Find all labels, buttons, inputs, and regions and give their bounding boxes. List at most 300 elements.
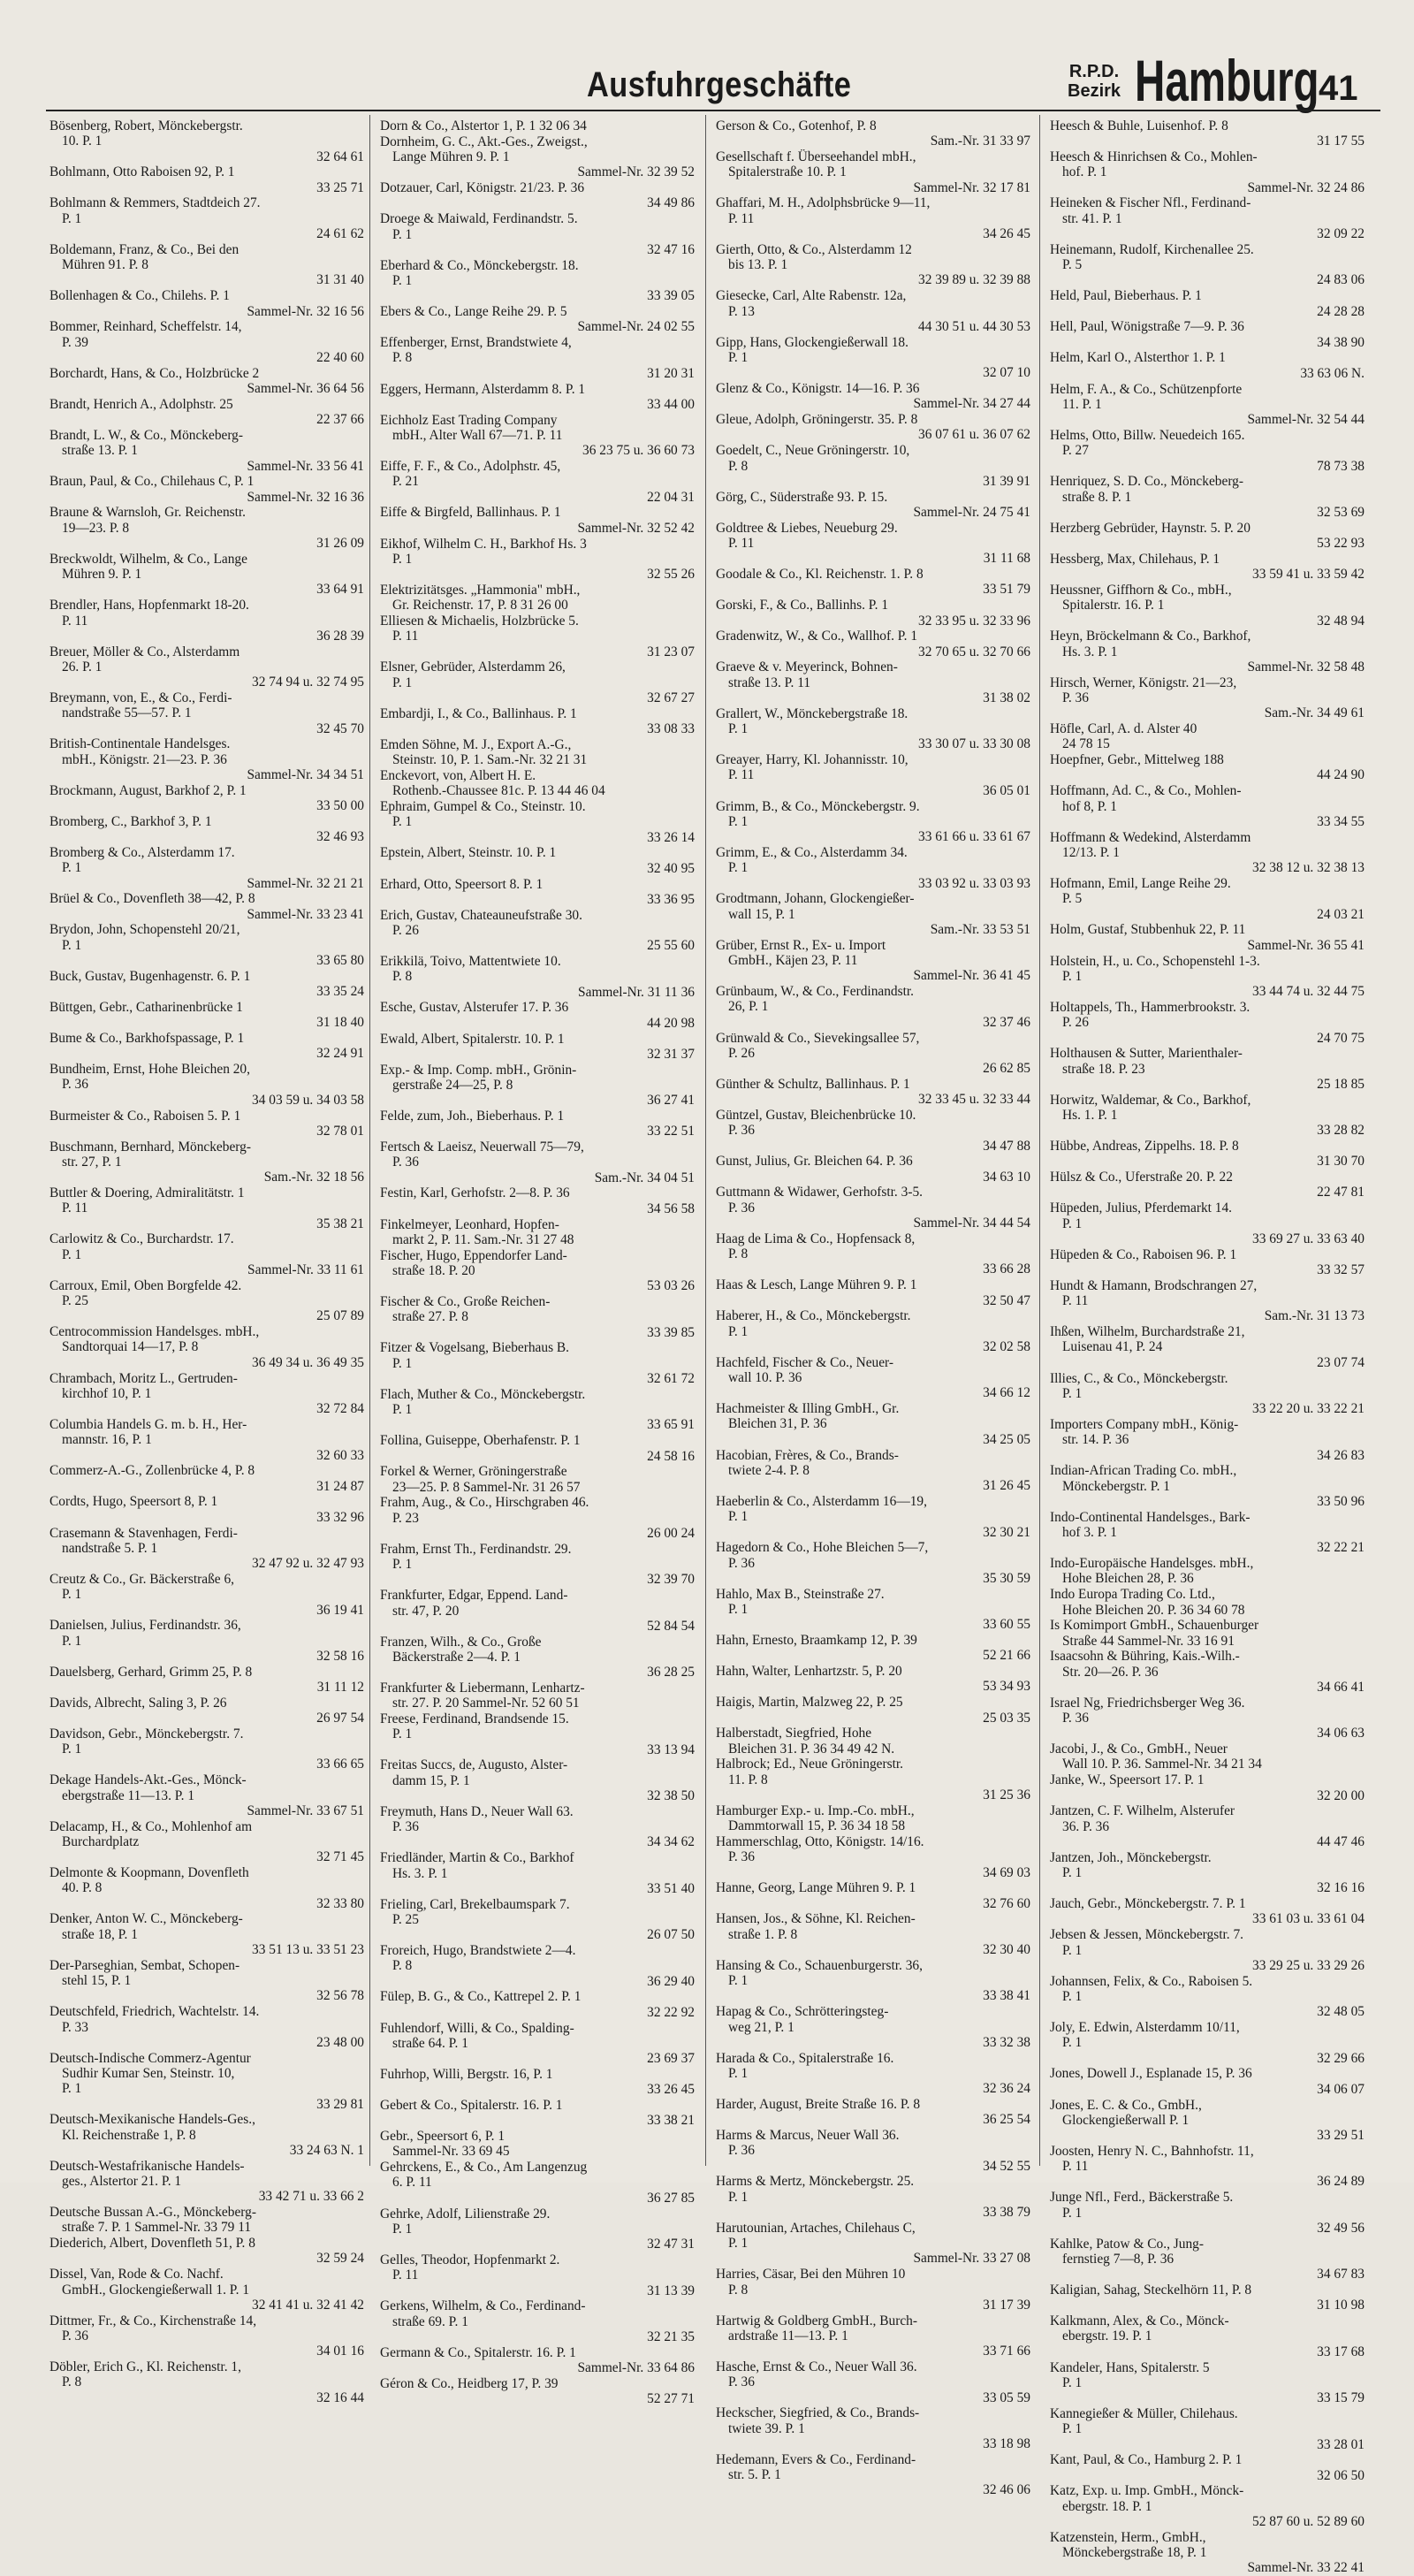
entry-text: Steinstr. 10, P. 1. Sam.-Nr. 32 21 31 [392,752,588,768]
phone-number: 31 39 91 [983,473,1030,489]
entry-text: Fischer, Hugo, Eppendorfer Land- [380,1247,567,1263]
phone-number: 32 16 16 [1317,1880,1365,1896]
listing-entry [380,1248,698,1294]
phone-number: 32 55 26 [647,567,695,583]
listing-entry [49,1185,368,1231]
entry-text: Dotzauer, Carl, Königstr. 21/23. P. 36 [380,180,585,196]
phone-number: Sammel-Nr. 33 27 08 [913,2251,1030,2267]
entry-text: P. 1 [1062,1216,1083,1231]
listing-entry [380,382,698,413]
phone-number: 31 23 07 [647,644,695,659]
entry-text: Davids, Albrecht, Saling 3, P. 26 [49,1695,227,1711]
entry-text: P. 23 [392,1510,419,1526]
phone-number: 23 07 74 [1317,1354,1365,1370]
phone-number: 32 47 16 [647,241,695,257]
entry-text: Brockmann, August, Barkhof 2, P. 1 [49,782,247,798]
listing-entry [716,118,1034,149]
phone-number: 32 48 05 [1317,2004,1365,2020]
entry-text: Hasche, Ernst & Co., Neuer Wall 36. [716,2359,917,2375]
phone-number: 34 66 12 [983,1385,1030,1401]
phone-number: 32 22 21 [1317,1540,1365,1556]
listing-entry [380,1495,698,1541]
entry-text: Brydon, John, Schopenstehl 20/21, [49,922,240,938]
entry-text: Hansing & Co., Schauenburgerstr. 36, [716,1957,923,1973]
phone-number: Sam.-Nr. 31 13 73 [1264,1308,1365,1324]
listing-entry [716,2174,1034,2220]
entry-text: Goldtree & Liebes, Neueburg 29. [716,520,898,536]
entry-text: P. 8 [728,2282,749,2298]
entry-text: 23—25. P. 8 Sammel-Nr. 31 26 57 [392,1479,581,1495]
listing-entry [49,690,368,736]
phone-number: 31 18 40 [316,1015,364,1031]
entry-text: Henriquez, S. D. Co., Mönckeberg- [1050,474,1243,490]
listing-entry [380,1000,698,1031]
listing-entry [380,1109,698,1139]
entry-text: ges., Alstertor 21. P. 1 [62,2173,182,2189]
entry-text: Joosten, Henry N. C., Bahnhofstr. 11, [1050,2143,1254,2159]
listing-entry [716,381,1034,412]
listing-entry [49,644,368,690]
phone-number: 32 45 70 [316,720,364,736]
listing-entry [49,1865,368,1911]
listing-entry [380,583,698,614]
phone-number: 33 61 66 u. 33 61 67 [918,829,1030,845]
phone-number: 33 51 13 u. 33 51 23 [252,1942,364,1958]
phone-number: 33 26 14 [647,829,695,845]
entry-text: P. 1 [728,860,749,876]
listing-entry [1050,830,1368,876]
listing-entry [716,1185,1034,1231]
listing-entry [49,814,368,845]
district-label-line1: R.P.D. [1068,62,1120,81]
phone-number: 32 33 95 u. 32 33 96 [918,613,1030,629]
phone-number: Sammel-Nr. 31 11 36 [578,984,695,1000]
phone-number: 32 47 92 u. 32 47 93 [252,1556,364,1572]
phone-number: Sam.-Nr. 31 33 97 [930,133,1030,149]
entry-text: Chrambach, Moritz L., Gertruden- [49,1370,238,1386]
entry-text: Hapag & Co., Schrötteringsteg- [716,2004,889,2020]
entry-text: Friedländer, Martin & Co., Barkhof [380,1850,574,1866]
entry-text: Frankfurter & Liebermann, Lenhartz- [380,1680,585,1696]
entry-text: Helms, Otto, Billw. Neuedeich 165. [1050,427,1245,443]
phone-number: Sammel-Nr. 32 17 81 [913,179,1030,195]
phone-number: Sammel-Nr. 32 58 48 [1247,659,1365,674]
entry-text: str. 14. P. 36 [1062,1432,1129,1448]
listing-entry [380,1680,698,1711]
entry-text: P. 1 [1062,968,1083,984]
listing-entry [380,211,698,257]
entry-text: Spitalerstraße 10. P. 1 [728,164,847,180]
phone-number: 34 03 59 u. 34 03 58 [252,1092,364,1108]
phone-number: 32 67 27 [647,690,695,705]
entry-text: Dammtorwall 15, P. 36 34 18 58 [728,1818,906,1834]
listing-entry [49,2205,368,2236]
phone-number: Sam.-Nr. 34 04 51 [594,1170,695,1185]
phone-number: 33 39 05 [647,288,695,304]
listing-entry [716,1277,1034,1308]
listing-entry [716,2097,1034,2128]
entry-text: Höfle, Carl, A. d. Alster 40 [1050,721,1197,737]
entry-text: P. 36 [728,2374,755,2390]
phone-number: 53 03 26 [647,1278,695,1294]
entry-text: stehl 15, P. 1 [62,1973,132,1989]
listing-entry [380,2021,698,2067]
entry-text: P. 1 [728,2236,749,2252]
entry-text: Erich, Gustav, Chateauneufstraße 30. [380,907,582,923]
entry-text: Halberstadt, Siegfried, Hohe [716,1726,872,1741]
listing-entry [1050,2483,1368,2529]
listing-entry [380,768,698,799]
phone-number: 33 22 20 u. 33 22 21 [1252,1401,1365,1417]
listing-entry [49,2159,368,2205]
entry-text: Hamburger Exp.- u. Imp.-Co. mbH., [716,1802,915,1818]
listing-column-1 [49,118,368,2405]
listing-entry [49,474,368,505]
entry-text: Ewald, Albert, Spitalerstr. 10. P. 1 [380,1031,565,1047]
phone-number: 31 10 98 [1317,2298,1365,2313]
entry-text: Hofmann, Emil, Lange Reihe 29. [1050,876,1231,892]
entry-text: Grüber, Ernst R., Ex- u. Import [716,937,886,953]
entry-text: P. 25 [392,1911,419,1927]
listing-entry [716,443,1034,489]
listing-entry [380,2129,698,2160]
entry-text: Bohlmann, Otto Raboisen 92, P. 1 [49,164,235,180]
entry-text: wall 15, P. 1 [728,906,795,922]
entry-text: Junge Nfl., Ferd., Bäckerstraße 5. [1050,2190,1234,2206]
entry-text: Ephraim, Gumpel & Co., Steinstr. 10. [380,799,586,815]
listing-entry [49,598,368,644]
listing-entry [380,2067,698,2098]
phone-number: 31 31 40 [316,272,364,288]
phone-number: 33 22 51 [647,1124,695,1139]
phone-number: Sammel-Nr. 34 27 44 [913,396,1030,412]
listing-entry [1050,2066,1368,2097]
entry-text: Hammerschlag, Otto, Königstr. 14/16. [716,1833,924,1849]
entry-text: str. 41. P. 1 [1062,210,1122,226]
phone-number: 22 47 81 [1317,1185,1365,1200]
entry-text: P. 1 [728,2065,749,2081]
entry-text: Commerz-A.-G., Zollenbrücke 4, P. 8 [49,1463,255,1479]
entry-text: Hirsch, Werner, Königstr. 21—23, [1050,674,1237,690]
phone-number: 32 41 41 u. 32 41 42 [252,2297,364,2313]
phone-number: Sammel-Nr. 32 21 21 [247,875,364,891]
entry-text: Holm, Gustaf, Stubbenhuk 22, P. 11 [1050,922,1246,938]
phone-number: 32 76 60 [983,1895,1030,1911]
listing-entry [716,2313,1034,2359]
phone-number: 33 66 65 [316,1757,364,1772]
phone-number: 32 74 94 u. 32 74 95 [252,674,364,690]
phone-number: 36 28 39 [316,628,364,644]
entry-text: Hoepfner, Gebr., Mittelweg 188 [1050,752,1224,768]
entry-text: Gleue, Adolph, Gröningerstr. 35. P. 8 [716,412,918,428]
entry-text: straße 8. P. 1 [1062,489,1132,505]
listing-entry [716,567,1034,598]
entry-text: Herzberg Gebrüder, Haynstr. 5. P. 20 [1050,520,1251,536]
entry-text: Gehrckens, E., & Co., Am Langenzug [380,2160,588,2176]
entry-text: Hundt & Hamann, Brodschrangen 27, [1050,1277,1258,1293]
listing-entry [49,2236,368,2267]
listing-entry [716,1154,1034,1185]
entry-text: Gorski, F., & Co., Ballinhs. P. 1 [716,598,889,614]
listing-entry [716,1834,1034,1880]
entry-text: Harms & Mertz, Mönckebergstr. 25. [716,2174,915,2190]
listing-entry [380,459,698,505]
listing-entry [716,2405,1034,2451]
entry-text: Heinemann, Rudolf, Kirchenallee 25. [1050,241,1254,257]
entry-text: Hessberg, Max, Chilehaus, P. 1 [1050,551,1220,567]
listing-entry [716,1401,1034,1447]
listing-entry [49,552,368,598]
listing-column-2 [380,118,698,2407]
entry-text: P. 1 [392,226,413,242]
phone-number: 32 33 45 u. 32 33 44 [918,1092,1030,1108]
phone-number: 33 03 92 u. 33 03 93 [918,875,1030,891]
entry-text: straße 18, P. 1 [62,1926,138,1942]
entry-text: str. 5. P. 1 [728,2467,781,2483]
entry-text: P. 39 [62,334,88,350]
phone-number: 23 69 37 [647,2051,695,2067]
entry-text: Hahn, Walter, Lenhartzstr. 5, P. 20 [716,1664,902,1680]
entry-text: Gehrke, Adolf, Lilienstraße 29. [380,2206,551,2222]
phone-number: 36 29 40 [647,1973,695,1989]
listing-entry [716,2267,1034,2313]
listing-entry [1050,1803,1368,1849]
listing-entry [716,938,1034,984]
entry-text: Heesch & Hinrichsen & Co., Mohlen- [1050,149,1258,165]
entry-text: Fischer & Co., Große Reichen- [380,1294,551,1310]
phone-number: 32 49 56 [1317,2220,1365,2236]
listing-entry [49,1958,368,2004]
phone-number: 32 20 00 [1317,1787,1365,1803]
phone-number: 32 36 24 [983,2081,1030,2097]
entry-text: Dorn & Co., Alstertor 1, P. 1 32 06 34 [380,118,587,133]
listing-entry [1050,1278,1368,1324]
listing-entry [49,505,368,551]
listing-entry [716,659,1034,705]
entry-text: Graeve & v. Meyerinck, Bohnen- [716,659,898,675]
entry-text: P. 1 [62,210,82,226]
entry-text: P. 26 [1062,1015,1089,1031]
entry-text: Grodtmann, Johann, Glockengießer- [716,891,915,907]
listing-entry [380,1294,698,1340]
entry-text: Hedemann, Evers & Co., Ferdinand- [716,2451,916,2467]
listing-entry [380,2252,698,2298]
listing-entry [716,2004,1034,2050]
phone-number: 32 71 45 [316,1849,364,1865]
phone-number: 34 56 58 [647,1200,695,1216]
entry-text: fernstieg 7—8, P. 36 [1062,2251,1175,2267]
entry-text: P. 36 [62,1077,88,1093]
entry-text: Embardji, I., & Co., Ballinhaus. P. 1 [380,705,577,721]
entry-text: Eggers, Hermann, Alsterdamm 8. P. 1 [380,381,586,397]
listing-entry [1050,149,1368,195]
listing-entry [716,288,1034,334]
city-name: Hamburg [1135,48,1319,113]
listing-entry [380,1804,698,1850]
listing-entry [1050,1247,1368,1278]
entry-text: ardstraße 11—13. P. 1 [728,2328,848,2344]
entry-text: P. 1 [728,721,749,737]
entry-text: Freitas Succs, de, Augusto, Alster- [380,1757,568,1773]
phone-number: 26 62 85 [983,1061,1030,1077]
listing-entry [380,505,698,536]
listing-entry [49,1665,368,1696]
entry-text: Buschmann, Bernhard, Mönckeberg- [49,1139,251,1155]
entry-text: Brendler, Hans, Hopfenmarkt 18-20. [49,598,249,614]
listing-entry [1050,1046,1368,1092]
entry-text: Harms & Marcus, Neuer Wall 36. [716,2128,900,2144]
phone-number: 33 17 68 [1317,2344,1365,2359]
entry-text: P. 1 [728,2189,749,2205]
entry-text: Hartwig & Goldberg GmbH., Burch- [716,2313,917,2328]
phone-number: 33 60 55 [983,1617,1030,1633]
entry-text: Bundheim, Ernst, Hohe Bleichen 20, [49,1062,250,1078]
phone-number: 26 00 24 [647,1526,695,1542]
entry-text: str. 27, P. 1 [62,1154,122,1170]
listing-entry [1050,1772,1368,1803]
phone-number: 32 58 16 [316,1648,364,1664]
listing-entry [1050,2313,1368,2359]
entry-text: Hohe Bleichen 20. P. 36 34 60 78 [1062,1602,1245,1618]
listing-entry [380,1635,698,1680]
entry-text: Dornheim, G. C., Akt.-Ges., Zweigst., [380,133,588,149]
phone-number: 32 02 58 [983,1338,1030,1354]
phone-number: 25 03 35 [983,1710,1030,1726]
entry-text: Sandtorquai 14—17, P. 8 [62,1339,199,1355]
entry-text: P. 1 [62,1587,82,1603]
entry-text: P. 1 [728,813,749,829]
phone-number: 31 20 31 [647,365,695,381]
entry-text: Heussner, Giffhorn & Co., mbH., [1050,582,1232,598]
entry-text: Görg, C., Süderstraße 93. P. 15. [716,489,888,505]
phone-number: 34 67 83 [1317,2267,1365,2283]
listing-entry [716,629,1034,659]
listing-entry [380,908,698,954]
listing-entry [380,954,698,1000]
entry-text: Luisenau 41, P. 24 [1062,1339,1163,1355]
entry-text: wall 10. P. 36 [728,1370,802,1386]
entry-text: P. 36 [728,1849,755,1865]
entry-text: Rothenb.-Chaussee 81c. P. 13 44 46 04 [392,783,605,799]
phone-number: 32 47 31 [647,2237,695,2252]
listing-entry [49,2112,368,2158]
phone-number: Sammel-Nr. 34 34 51 [247,766,364,782]
listing-column-3 [716,118,1034,2498]
phone-number: 33 50 00 [316,798,364,814]
entry-text: Haeberlin & Co., Alsterdamm 16—19, [716,1493,927,1509]
phone-number: 32 70 65 u. 32 70 66 [918,644,1030,659]
listing-entry [716,1308,1034,1354]
listing-entry [1050,118,1368,149]
phone-number: 33 71 66 [983,2344,1030,2359]
entry-text: Indian-African Trading Co. mbH., [1050,1463,1237,1479]
entry-text: P. 1 [62,2081,82,2097]
entry-text: Bäckerstraße 2—4. P. 1 [392,1649,521,1665]
phone-number: Sammel-Nr. 33 23 41 [247,906,364,922]
phone-number: 32 50 47 [983,1292,1030,1308]
entry-text: Bromberg, C., Barkhof 3, P. 1 [49,813,212,829]
entry-text: P. 11 [1062,1293,1089,1309]
entry-text: mannstr. 16, P. 1 [62,1432,152,1448]
listing-entry [49,1772,368,1818]
entry-text: Heineken & Fischer Nfl., Ferdinand- [1050,195,1251,211]
entry-text: Ihßen, Wilhelm, Burchardstraße 21, [1050,1324,1245,1340]
entry-text: Importers Company mbH., König- [1050,1416,1239,1432]
phone-number: 34 26 83 [1317,1447,1365,1463]
entry-text: Grimm, E., & Co., Alsterdamm 34. [716,844,908,860]
listing-entry [380,2298,698,2344]
listing-entry [716,1911,1034,1957]
phone-number: Sammel-Nr. 36 64 56 [247,381,364,397]
listing-entry [49,1031,368,1062]
listing-entry [380,1063,698,1109]
listing-entry [716,2359,1034,2405]
entry-text: Held, Paul, Bieberhaus. P. 1 [1050,288,1202,304]
entry-text: str. 47, P. 20 [392,1603,460,1619]
phone-number: 33 15 79 [1317,2390,1365,2406]
listing-entry [49,428,368,474]
entry-text: P. 13 [728,303,755,319]
entry-text: Israel Ng, Friedrichsberger Weg 36. [1050,1695,1245,1711]
phone-number: 32 38 12 u. 32 38 13 [1252,860,1365,876]
listing-entry [380,614,698,659]
listing-entry [380,304,698,335]
entry-text: Dekage Handels-Akt.-Ges., Mönck- [49,1772,247,1788]
column-divider [1039,115,1040,2166]
entry-text: Greayer, Harry, Kl. Johannisstr. 10, [716,752,908,768]
listing-entry [716,1355,1034,1401]
phone-number: Sammel-Nr. 32 39 52 [577,164,695,180]
listing-entry [49,1726,368,1772]
entry-text: P. 11 [728,210,755,226]
entry-text: Güntzel, Gustav, Bleichenbrücke 10. [716,1108,916,1123]
entry-text: P. 1 [1062,1865,1083,1881]
entry-text: Jones, E. C. & Co., GmbH., [1050,2097,1202,2113]
listing-entry [380,737,698,768]
entry-text: Fuhrhop, Willi, Bergstr. 16, P. 1 [380,2066,553,2082]
phone-number: 33 64 91 [316,582,364,598]
listing-entry [1050,2360,1368,2406]
phone-number: 32 06 50 [1317,2467,1365,2483]
entry-text: P. 5 [1062,891,1083,907]
entry-text: Illies, C., & Co., Mönckebergstr. [1050,1370,1228,1386]
phone-number: 32 07 10 [983,365,1030,381]
listing-entry [49,2051,368,2112]
entry-text: Gr. Reichenstr. 17, P. 8 31 26 00 [392,598,568,614]
phone-number: 32 48 94 [1317,613,1365,629]
entry-text: Isaacsohn & Bühring, Kais.-Wilh.- [1050,1649,1240,1665]
phone-number: 36 05 01 [983,782,1030,798]
listing-entry [716,1880,1034,1911]
entry-text: Hoffmann & Wedekind, Alsterdamm [1050,829,1251,845]
phone-number: 33 38 79 [983,2205,1030,2221]
listing-entry [716,412,1034,443]
phone-number: 33 44 00 [647,396,695,412]
listing-entry [380,1185,698,1216]
listing-entry [49,1819,368,1865]
phone-number: 33 08 33 [647,721,695,737]
phone-number: Sammel-Nr. 34 44 54 [913,1216,1030,1231]
listing-entry [1050,1324,1368,1370]
entry-text: Mönckebergstr. P. 1 [1062,1478,1170,1494]
entry-text: Dauelsberg, Gerhard, Grimm 25, P. 8 [49,1664,253,1680]
listing-entry [49,1417,368,1463]
entry-text: Kaligian, Sahag, Steckelhörn 11, P. 8 [1050,2283,1252,2298]
entry-text: Jantzen, C. F. Wilhelm, Alsterufer [1050,1803,1235,1819]
phone-number: 33 63 06 N. [1300,365,1365,381]
listing-entry [49,922,368,968]
phone-number: 31 38 02 [983,690,1030,705]
